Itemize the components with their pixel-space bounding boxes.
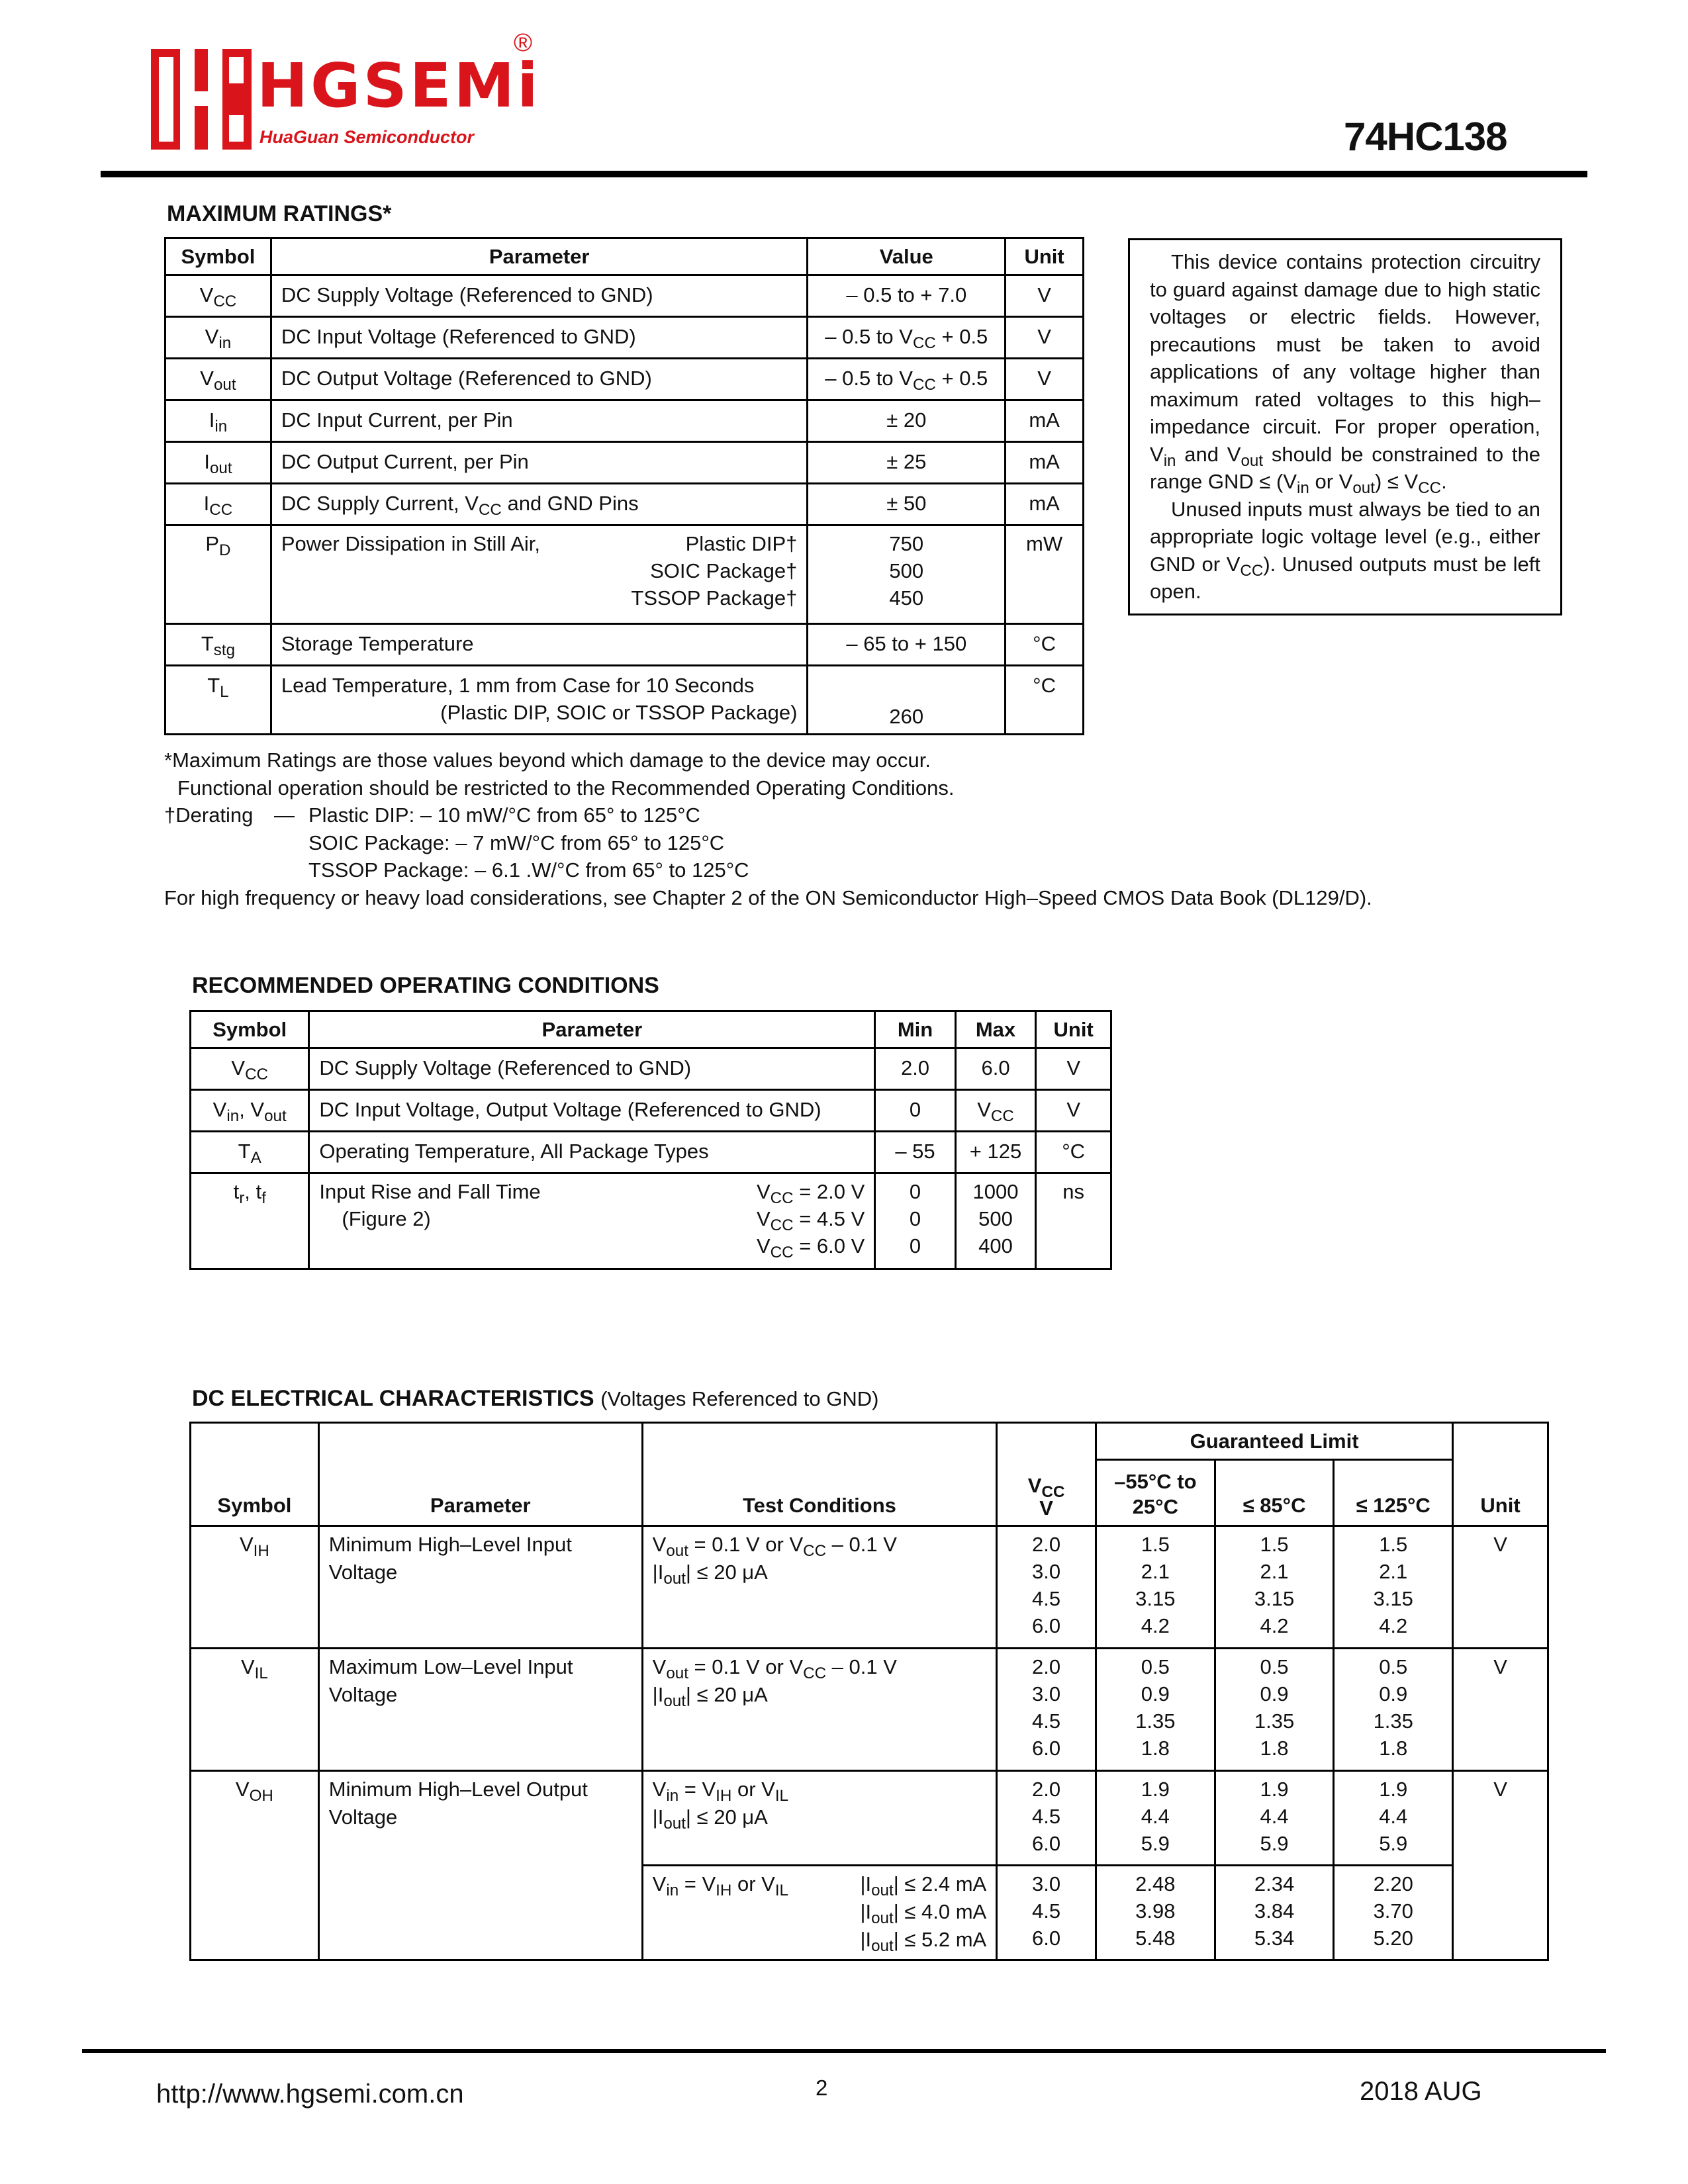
parameter-cell: DC Output Current, per Pin bbox=[271, 442, 808, 484]
col-header: Unit bbox=[1006, 238, 1084, 275]
vcc-cell: 2.0 3.0 4.5 6.0 bbox=[997, 1649, 1096, 1771]
footer-divider bbox=[82, 2049, 1606, 2053]
symbol-cell: $V_{CC}$ bbox=[191, 1048, 309, 1090]
footnote-line: *Maximum Ratings are those values beyond which damage to the device may occur. bbox=[164, 749, 931, 772]
col-header: Unit bbox=[1453, 1423, 1548, 1526]
parameter-cell: DC Supply Current, $V_{CC}$ and GND Pins bbox=[271, 484, 808, 525]
rec-conditions-title: RECOMMENDED OPERATING CONDITIONS bbox=[192, 973, 659, 998]
min-cell: 0 0 0 bbox=[875, 1173, 955, 1269]
limit-cell: 1.5 2.1 3.15 4.2 bbox=[1334, 1526, 1453, 1649]
col-header: ≤ 85°C bbox=[1215, 1460, 1334, 1526]
footer-url: http://www.hgsemi.com.cn bbox=[156, 2079, 464, 2109]
limit-cell: 0.5 0.9 1.35 1.8 bbox=[1215, 1649, 1334, 1771]
footnote-line: For high frequency or heavy load considerations, see Chapter 2 of the ON Semiconductor High–Speed CMOS Data Book (DL129/D). bbox=[164, 886, 1372, 909]
symbol-cell: $V_{in}$, $V_{out}$ bbox=[191, 1090, 309, 1132]
hgsemi-logo-icon bbox=[151, 49, 252, 150]
table-row bbox=[165, 624, 1084, 666]
unit-cell: V bbox=[1006, 275, 1084, 317]
limit-cell: 1.5 2.1 3.15 4.2 bbox=[1096, 1526, 1215, 1649]
min-cell: 0 bbox=[875, 1090, 955, 1132]
min-cell: – 55 bbox=[875, 1132, 955, 1173]
unit-cell: mW bbox=[1006, 525, 1084, 624]
value-cell: ± 25 bbox=[808, 442, 1006, 484]
parameter-cell: Input Rise and Fall Time $V_{CC} = 2.0$ V (Figure 2) $V_{CC} = 4.5$ V $V_{CC} = 6.0$ V bbox=[309, 1173, 875, 1269]
table-row bbox=[165, 442, 1084, 484]
derating-line: Plastic DIP: – 10 mW/°C from 65° to 125°C bbox=[308, 803, 700, 827]
symbol-cell: $V_{in}$ bbox=[165, 317, 271, 359]
table-row bbox=[191, 1649, 1548, 1771]
table-row bbox=[191, 1771, 1548, 1866]
symbol-cell: $V_{CC}$ bbox=[165, 275, 271, 317]
symbol-cell: $V_{IH}$ bbox=[191, 1526, 319, 1649]
test-condition-cell: $V_{out} = 0.1$ V or $V_{CC} - 0.1$ V $|I_{out}| \le 20$ μA bbox=[642, 1649, 997, 1771]
symbol-cell: $T_A$ bbox=[191, 1132, 309, 1173]
value-cell: 750 500 450 bbox=[808, 525, 1006, 624]
note-paragraph: Unused inputs must always be tied to an appropriate logic voltage level (e.g., either GND or $V_{CC}$). Unused outputs must be left open. bbox=[1150, 497, 1540, 603]
parameter-cell: DC Supply Voltage (Referenced to GND) bbox=[271, 275, 808, 317]
limit-cell: 1.9 4.4 5.9 bbox=[1334, 1771, 1453, 1866]
table-row bbox=[165, 400, 1084, 442]
col-header: Parameter bbox=[318, 1423, 642, 1526]
col-header: Unit bbox=[1036, 1011, 1111, 1048]
symbol-cell: $t_r$, $t_f$ bbox=[191, 1173, 309, 1269]
symbol-cell: $V_{out}$ bbox=[165, 359, 271, 400]
col-header: Max bbox=[955, 1011, 1036, 1048]
symbol-cell: $I_{in}$ bbox=[165, 400, 271, 442]
value-cell: – 0.5 to + 7.0 bbox=[808, 275, 1006, 317]
note-paragraph: This device contains protection circuitry to guard against damage due to high static voltages or electric fields. However, precautions must be taken to avoid applications of any voltage higher than maximum rated voltages to this high–impedance circuit. For proper operation, $V_{in}$ and $V_{out}$ should be constrained to the range GND ≤ ($V_{in}$ or $V_{out}) \le V_{CC}$. bbox=[1150, 250, 1540, 497]
unit-cell: V bbox=[1006, 317, 1084, 359]
derating-block: †Derating — Plastic DIP: – 10 mW/°C from 65° to 125°C SOIC Package: – 7 mW/°C from 65° to 125°C TSSOP Package: – 6.1 .W/°C from 65° to 125°C bbox=[164, 801, 1372, 884]
parameter-cell: DC Output Voltage (Referenced to GND) bbox=[271, 359, 808, 400]
table-row bbox=[191, 1173, 1111, 1269]
page-number: 2 bbox=[816, 2075, 828, 2100]
vcc-cell: 3.0 4.5 6.0 bbox=[997, 1866, 1096, 1960]
brand-name: HGSEMi bbox=[257, 50, 541, 121]
table-row bbox=[191, 1132, 1111, 1173]
limit-cell: 1.9 4.4 5.9 bbox=[1215, 1771, 1334, 1866]
parameter-cell: Lead Temperature, 1 mm from Case for 10 Seconds (Plastic DIP, SOIC or TSSOP Package) bbox=[271, 666, 808, 735]
col-header: Symbol bbox=[191, 1423, 319, 1526]
rec-conditions-table bbox=[189, 1010, 1112, 1270]
brand-subtitle: HuaGuan Semiconductor bbox=[259, 127, 475, 147]
unit-cell: mA bbox=[1006, 400, 1084, 442]
unit-cell: mA bbox=[1006, 442, 1084, 484]
value-cell: – 0.5 to $V_{CC} + 0.5$ bbox=[808, 359, 1006, 400]
footnotes bbox=[164, 747, 1372, 911]
unit-cell: V bbox=[1036, 1048, 1111, 1090]
parameter-cell: DC Input Voltage, Output Voltage (Referenced to GND) bbox=[309, 1090, 875, 1132]
parameter-cell: Storage Temperature bbox=[271, 624, 808, 666]
limit-cell: 2.20 3.70 5.20 bbox=[1334, 1866, 1453, 1960]
symbol-cell: $I_{CC}$ bbox=[165, 484, 271, 525]
symbol-cell: $T_L$ bbox=[165, 666, 271, 735]
table-header-row bbox=[165, 238, 1084, 275]
footnote-line: Functional operation should be restricted to the Recommended Operating Conditions. bbox=[177, 776, 955, 799]
value-cell: 260 bbox=[808, 666, 1006, 735]
limit-cell: 1.9 4.4 5.9 bbox=[1096, 1771, 1215, 1866]
table-row bbox=[165, 666, 1084, 735]
col-header: –55°C to 25°C bbox=[1096, 1460, 1215, 1526]
limit-cell: 1.5 2.1 3.15 4.2 bbox=[1215, 1526, 1334, 1649]
value-cell: – 65 to + 150 bbox=[808, 624, 1006, 666]
col-header: $V_{CC}$ V bbox=[997, 1423, 1096, 1526]
col-header-group: Guaranteed Limit bbox=[1096, 1423, 1452, 1460]
value-cell: ± 50 bbox=[808, 484, 1006, 525]
symbol-cell: $P_D$ bbox=[165, 525, 271, 624]
table-header-row bbox=[191, 1423, 1548, 1460]
table-header-row bbox=[191, 1011, 1111, 1048]
col-header: Min bbox=[875, 1011, 955, 1048]
table-row bbox=[165, 525, 1084, 624]
max-cell: + 125 bbox=[955, 1132, 1036, 1173]
parameter-cell: DC Input Current, per Pin bbox=[271, 400, 808, 442]
derating-line: SOIC Package: – 7 mW/°C from 65° to 125°C bbox=[308, 831, 725, 854]
unit-cell: °C bbox=[1036, 1132, 1111, 1173]
parameter-cell: DC Input Voltage (Referenced to GND) bbox=[271, 317, 808, 359]
vcc-cell: 2.0 4.5 6.0 bbox=[997, 1771, 1096, 1866]
registered-mark: ® bbox=[514, 29, 532, 57]
col-header: Test Conditions bbox=[642, 1423, 997, 1526]
parameter-cell: DC Supply Voltage (Referenced to GND) bbox=[309, 1048, 875, 1090]
unit-cell: V bbox=[1453, 1649, 1548, 1771]
table-row bbox=[165, 359, 1084, 400]
limit-cell: 0.5 0.9 1.35 1.8 bbox=[1096, 1649, 1215, 1771]
dc-char-title: DC ELECTRICAL CHARACTERISTICS (Voltages Referenced to GND) bbox=[192, 1386, 879, 1411]
header-divider bbox=[101, 171, 1587, 177]
test-condition-cell: $V_{in} = V_{IH}$ or $V_{IL}$ $|I_{out}| \le 2.4$ mA $|I_{out}| \le 4.0$ mA $|I_{out}| \le 5.2$ mA bbox=[642, 1866, 997, 1960]
symbol-cell: $T_{stg}$ bbox=[165, 624, 271, 666]
parameter-cell: Minimum High–Level Input Voltage bbox=[318, 1526, 642, 1649]
limit-cell: 2.48 3.98 5.48 bbox=[1096, 1866, 1215, 1960]
min-cell: 2.0 bbox=[875, 1048, 955, 1090]
col-header: Symbol bbox=[191, 1011, 309, 1048]
max-cell: 6.0 bbox=[955, 1048, 1036, 1090]
test-condition-cell: $V_{out} = 0.1$ V or $V_{CC} - 0.1$ V $|I_{out}| \le 20$ μA bbox=[642, 1526, 997, 1649]
test-condition-cell: $V_{in} = V_{IH}$ or $V_{IL}$ $|I_{out}| \le 20$ μA bbox=[642, 1771, 997, 1866]
derating-line: TSSOP Package: – 6.1 .W/°C from 65° to 125°C bbox=[308, 858, 749, 882]
unit-cell: V bbox=[1453, 1771, 1548, 1960]
col-header: Parameter bbox=[309, 1011, 875, 1048]
table-row bbox=[191, 1090, 1111, 1132]
parameter-cell: Operating Temperature, All Package Types bbox=[309, 1132, 875, 1173]
col-header: Symbol bbox=[165, 238, 271, 275]
table-row bbox=[191, 1048, 1111, 1090]
dc-char-table bbox=[189, 1422, 1549, 1961]
limit-cell: 2.34 3.84 5.34 bbox=[1215, 1866, 1334, 1960]
table-row bbox=[165, 275, 1084, 317]
unit-cell: °C bbox=[1006, 624, 1084, 666]
col-header: Parameter bbox=[271, 238, 808, 275]
parameter-cell: Maximum Low–Level Input Voltage bbox=[318, 1649, 642, 1771]
unit-cell: ns bbox=[1036, 1173, 1111, 1269]
part-number: 74HC138 bbox=[1344, 114, 1507, 159]
table-row bbox=[165, 484, 1084, 525]
unit-cell: mA bbox=[1006, 484, 1084, 525]
parameter-cell: Minimum High–Level Output Voltage bbox=[318, 1771, 642, 1960]
unit-cell: °C bbox=[1006, 666, 1084, 735]
table-row bbox=[191, 1526, 1548, 1649]
unit-cell: V bbox=[1036, 1090, 1111, 1132]
value-cell: – 0.5 to $V_{CC} + 0.5$ bbox=[808, 317, 1006, 359]
max-ratings-title: MAXIMUM RATINGS* bbox=[167, 201, 392, 226]
limit-cell: 0.5 0.9 1.35 1.8 bbox=[1334, 1649, 1453, 1771]
parameter-cell: Power Dissipation in Still Air, Plastic DIP† SOIC Package† TSSOP Package† bbox=[271, 525, 808, 624]
symbol-cell: $I_{out}$ bbox=[165, 442, 271, 484]
max-cell: $V_{CC}$ bbox=[955, 1090, 1036, 1132]
vcc-cell: 2.0 3.0 4.5 6.0 bbox=[997, 1526, 1096, 1649]
col-header: ≤ 125°C bbox=[1334, 1460, 1453, 1526]
table-row bbox=[165, 317, 1084, 359]
protection-note bbox=[1128, 238, 1562, 615]
company-logo bbox=[151, 29, 541, 155]
unit-cell: V bbox=[1006, 359, 1084, 400]
max-cell: 1000 500 400 bbox=[955, 1173, 1036, 1269]
symbol-cell: $V_{IL}$ bbox=[191, 1649, 319, 1771]
value-cell: ± 20 bbox=[808, 400, 1006, 442]
col-header: Value bbox=[808, 238, 1006, 275]
unit-cell: V bbox=[1453, 1526, 1548, 1649]
footer-date: 2018 AUG bbox=[1360, 2077, 1482, 2106]
max-ratings-table bbox=[164, 237, 1084, 735]
symbol-cell: $V_{OH}$ bbox=[191, 1771, 319, 1960]
